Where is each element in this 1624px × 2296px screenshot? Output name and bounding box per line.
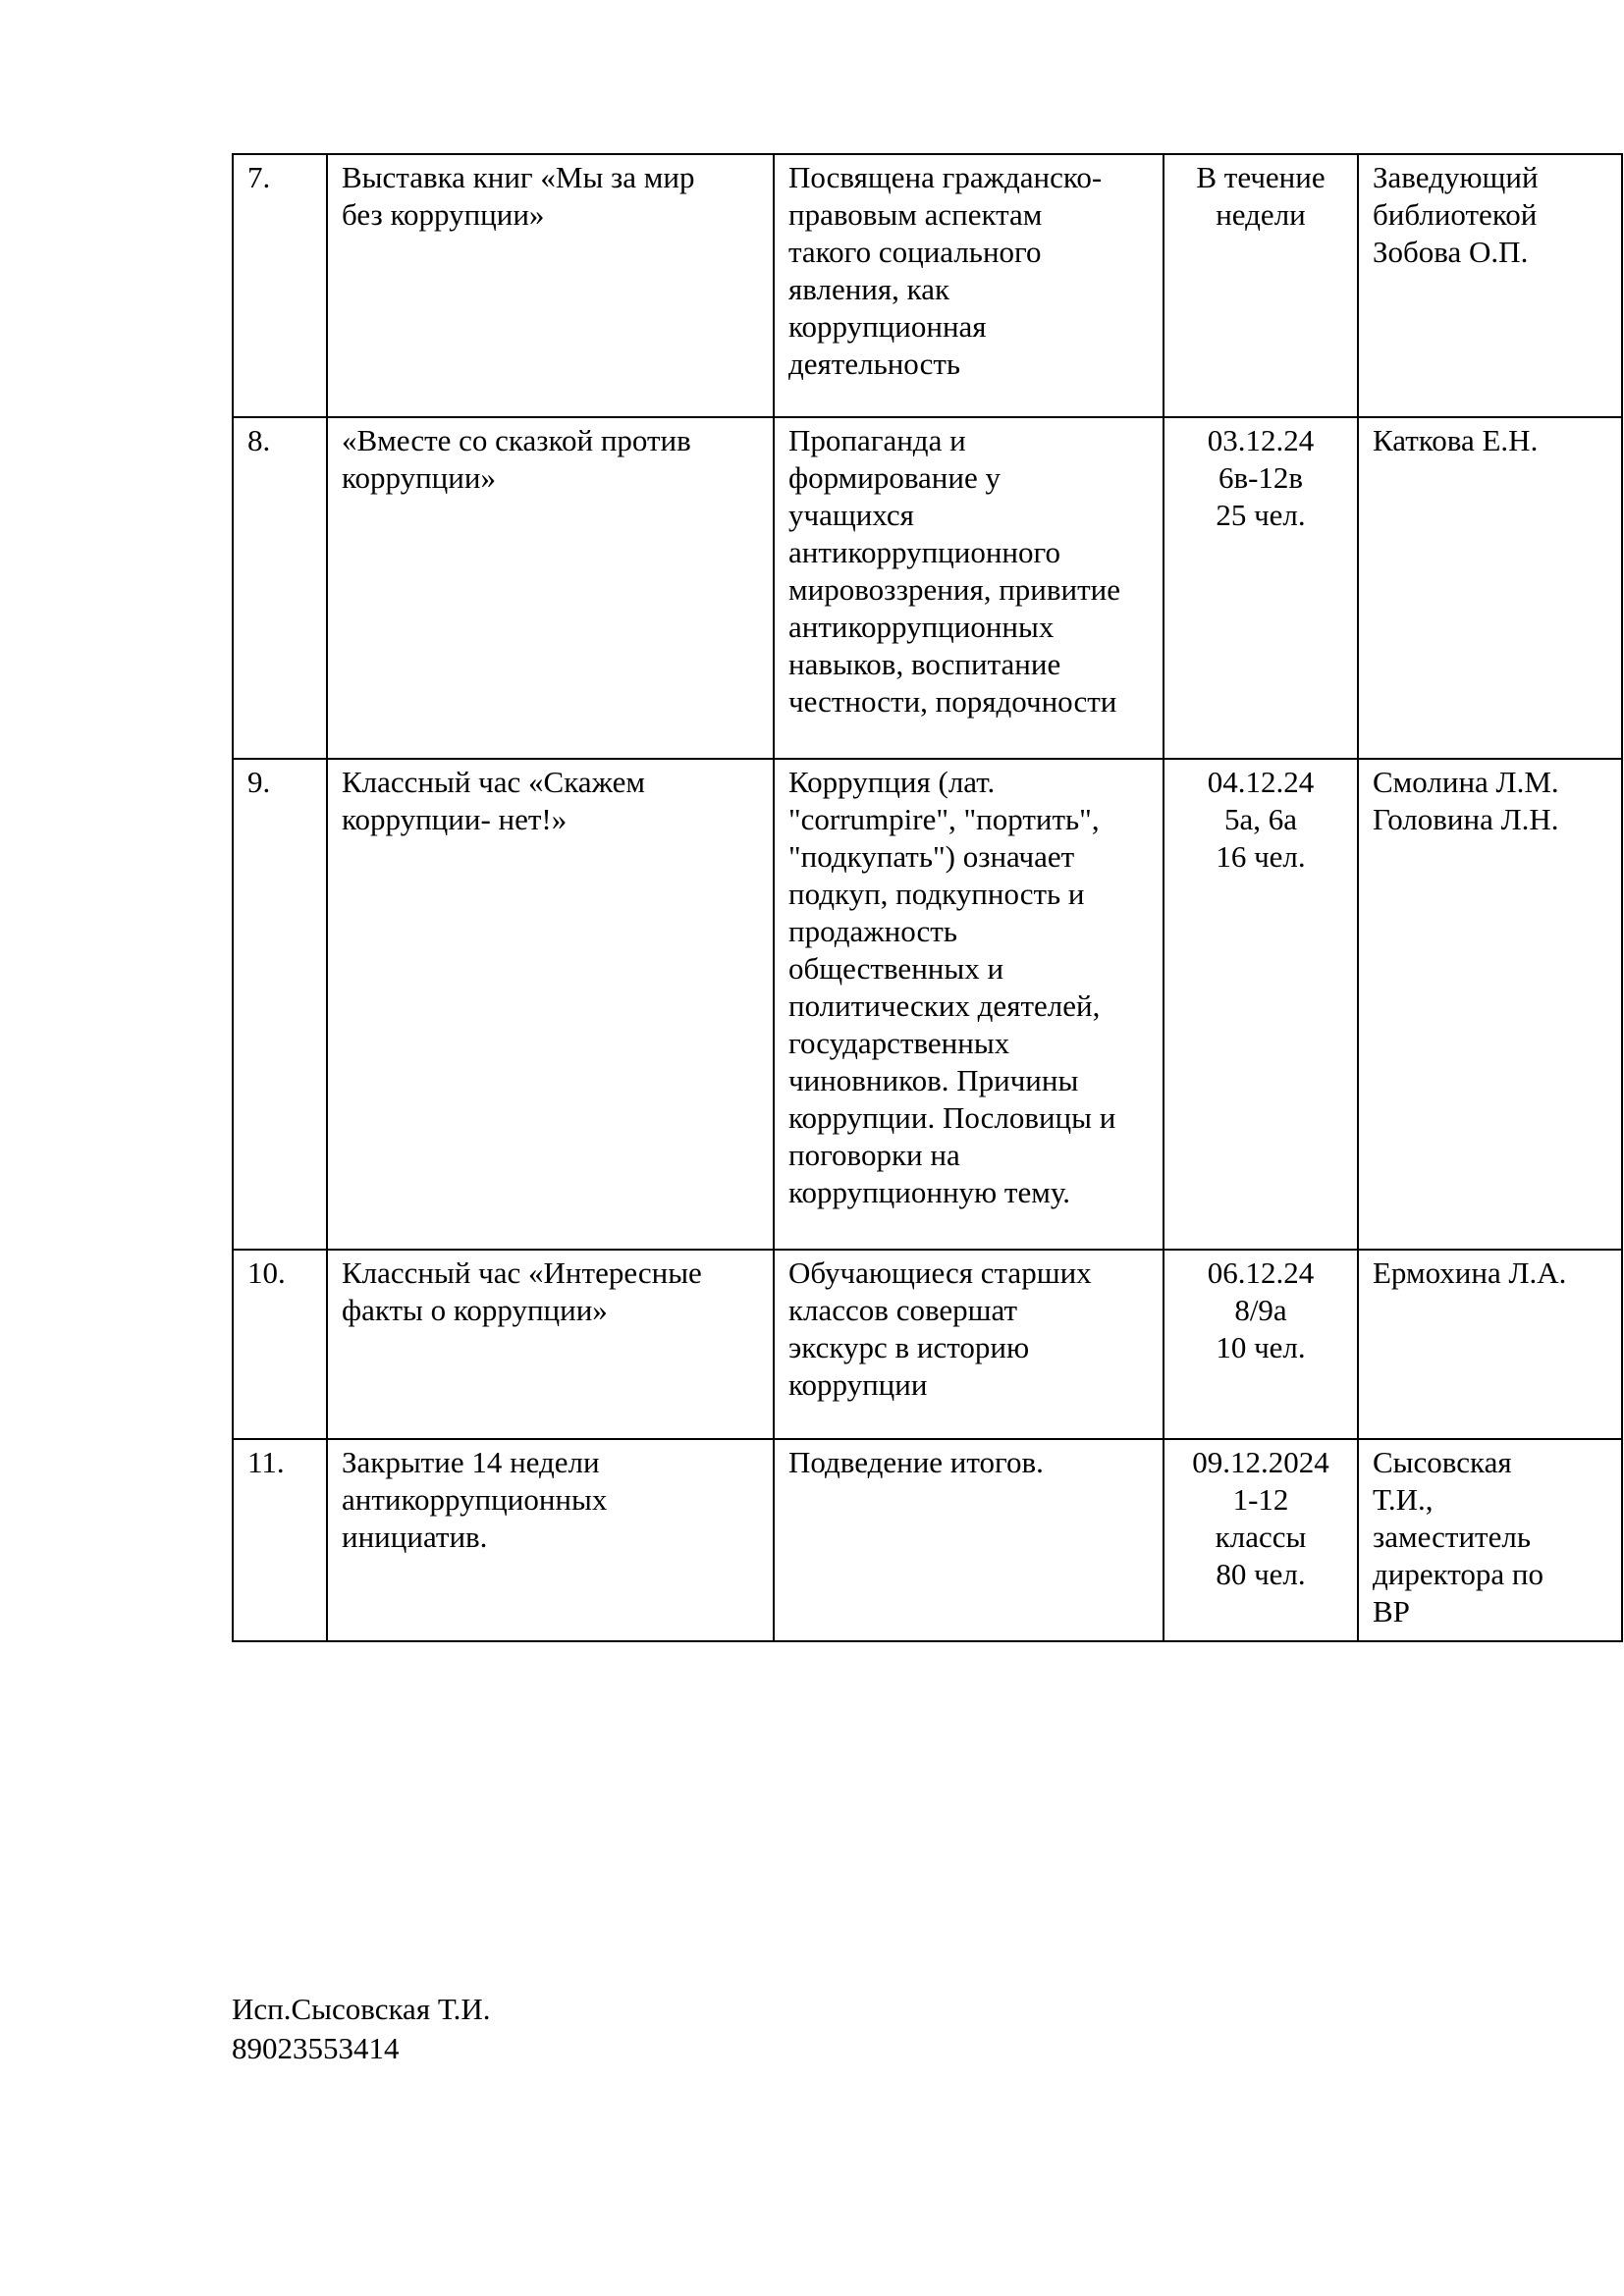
cell-text-line: мировоззрения, привитие — [788, 572, 1121, 607]
cell-text-line: 80 чел. — [1216, 1557, 1306, 1591]
table-row — [233, 1250, 1622, 1439]
cell-text-line: библиотекой — [1373, 197, 1538, 232]
event-description-cell — [774, 417, 1164, 759]
table-row — [233, 759, 1622, 1250]
row-number-cell: 8. — [233, 417, 327, 759]
event-name-cell — [327, 1250, 774, 1439]
cell-text-line: политических деятелей, — [788, 988, 1101, 1023]
cell-text-line: поговорки на — [788, 1138, 960, 1172]
cell-text-line: классов совершат — [788, 1293, 1018, 1327]
cell-text-line: 25 чел. — [1216, 498, 1306, 532]
cell-text-line: классы — [1215, 1520, 1307, 1554]
cell-text-line: Пропаганда и — [788, 423, 966, 457]
table-row — [233, 1439, 1622, 1641]
cell-text-line: Закрытие 14 недели — [342, 1445, 600, 1479]
row-number-cell: 10. — [233, 1250, 327, 1439]
cell-text-line: чиновников. Причины — [788, 1063, 1079, 1097]
cell-text-line: Зобова О.П. — [1373, 235, 1529, 269]
table-row — [233, 417, 1622, 759]
cell-text-line: заместитель — [1373, 1520, 1531, 1554]
cell-text-line: Головина Л.Н. — [1373, 802, 1559, 836]
cell-text-line: "подкупать") означает — [788, 839, 1075, 874]
event-description-cell — [774, 759, 1164, 1250]
cell-text-line: антикоррупционных — [342, 1482, 608, 1517]
cell-text-line: коррупционную тему. — [788, 1175, 1071, 1209]
table-row — [233, 154, 1622, 417]
cell-text-line: коррупции- нет!» — [342, 802, 568, 836]
cell-text-line: 5а, 6а — [1223, 802, 1298, 836]
event-description-cell — [774, 1439, 1164, 1641]
cell-text-line: Каткова Е.Н. — [1373, 423, 1539, 457]
responsible-person-cell — [1358, 417, 1622, 759]
cell-text-line: 09.12.2024 — [1192, 1445, 1329, 1479]
cell-text-line: факты о коррупции» — [342, 1293, 608, 1327]
cell-text-line: Ермохина Л.А. — [1373, 1255, 1567, 1290]
responsible-person-cell — [1358, 1250, 1622, 1439]
cell-text-line: 10 чел. — [1216, 1330, 1306, 1364]
cell-text-line: ВР — [1373, 1594, 1410, 1629]
cell-text-line: Классный час «Интересные — [342, 1255, 702, 1290]
cell-text-line: 06.12.24 — [1207, 1255, 1315, 1290]
cell-text-line: коррупционная — [788, 309, 987, 344]
cell-text-line: 6в-12в — [1218, 460, 1304, 495]
document-footer — [232, 1990, 491, 2068]
cell-text-line: продажность — [788, 914, 957, 948]
cell-text-line: инициатив. — [342, 1520, 488, 1554]
cell-text-line: экскурс в историю — [788, 1330, 1030, 1364]
event-date-cell — [1164, 1250, 1358, 1439]
cell-text-line: формирование у — [788, 460, 1001, 495]
cell-text-line: государственных — [788, 1026, 1010, 1060]
cell-text-line: подкуп, подкупность и — [788, 877, 1085, 911]
cell-text-line: Обучающиеся старших — [788, 1255, 1092, 1290]
executor-phone: 89023553414 — [232, 2031, 400, 2065]
cell-text-line: "corrumpire", "портить", — [788, 802, 1100, 836]
cell-text-line: Классный час «Скажем — [342, 765, 645, 799]
event-name-cell — [327, 154, 774, 417]
event-description-cell — [774, 154, 1164, 417]
responsible-person-cell — [1358, 154, 1622, 417]
cell-text-line: 1-12 — [1232, 1482, 1289, 1517]
cell-text-line: правовым аспектам — [788, 197, 1043, 232]
row-number-cell: 9. — [233, 759, 327, 1250]
cell-text-line: Смолина Л.М. — [1373, 765, 1559, 799]
cell-text-line: Посвящена гражданско- — [788, 160, 1103, 194]
cell-text-line: антикоррупционных — [788, 610, 1055, 644]
cell-text-line: учащихся — [788, 498, 914, 532]
event-name-cell — [327, 759, 774, 1250]
cell-text-line: общественных и — [788, 951, 1004, 986]
row-number-cell: 11. — [233, 1439, 327, 1641]
event-date-cell — [1164, 154, 1358, 417]
cell-text-line: «Вместе со сказкой против — [342, 423, 691, 457]
cell-text-line: 16 чел. — [1216, 839, 1306, 874]
cell-text-line: такого социального — [788, 235, 1042, 269]
event-name-cell — [327, 417, 774, 759]
event-date-cell — [1164, 417, 1358, 759]
event-description-cell — [774, 1250, 1164, 1439]
row-number-cell: 7. — [233, 154, 327, 417]
event-date-cell — [1164, 1439, 1358, 1641]
cell-text-line: 04.12.24 — [1207, 765, 1315, 799]
responsible-person-cell — [1358, 1439, 1622, 1641]
cell-text-line: без коррупции» — [342, 197, 545, 232]
event-name-cell — [327, 1439, 774, 1641]
cell-text-line: Подведение итогов. — [788, 1445, 1044, 1479]
cell-text-line: недели — [1216, 197, 1306, 232]
cell-text-line: Выставка книг «Мы за мир — [342, 160, 695, 194]
cell-text-line: коррупции — [788, 1367, 928, 1402]
cell-text-line: 8/9а — [1234, 1293, 1287, 1327]
cell-text-line: директора по — [1373, 1557, 1544, 1591]
cell-text-line: 03.12.24 — [1207, 423, 1315, 457]
cell-text-line: Коррупция (лат. — [788, 765, 996, 799]
cell-text-line: Сысовская — [1373, 1445, 1512, 1479]
executor-name: Исп.Сысовская Т.И. — [232, 1992, 491, 2026]
cell-text-line: явления, как — [788, 272, 950, 306]
cell-text-line: антикоррупционного — [788, 535, 1060, 569]
events-table — [232, 153, 1623, 1642]
cell-text-line: Заведующий — [1373, 160, 1539, 194]
cell-text-line: навыков, воспитание — [788, 647, 1061, 681]
event-date-cell — [1164, 759, 1358, 1250]
cell-text-line: честности, порядочности — [788, 684, 1117, 719]
cell-text-line: Т.И., — [1373, 1482, 1434, 1517]
cell-text-line: коррупции» — [342, 460, 496, 495]
cell-text-line: коррупции. Пословицы и — [788, 1100, 1116, 1135]
events-table-body — [233, 154, 1622, 1641]
cell-text-line: деятельность — [788, 347, 961, 381]
cell-text-line: В течение — [1196, 160, 1326, 194]
responsible-person-cell — [1358, 759, 1622, 1250]
